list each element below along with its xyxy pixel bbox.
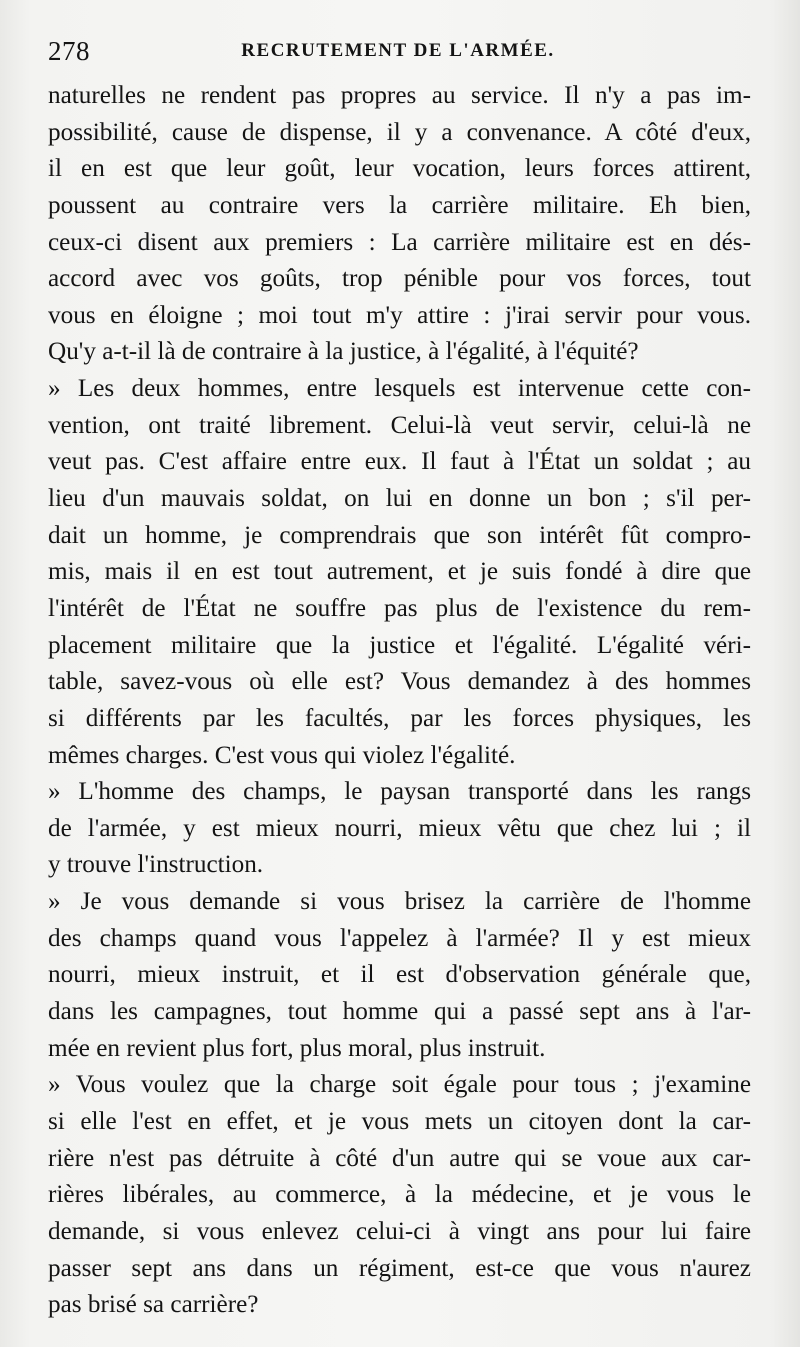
body-text (48, 78, 751, 1324)
text-line: y trouve l'instruction. (48, 851, 264, 879)
text-line: accord avec vos goûts, trop pénible pour vos forces, tout (48, 265, 751, 293)
text-line: veut pas. C'est affaire entre eux. Il faut à l'État un soldat ; au (48, 448, 751, 476)
running-title: RECRUTEMENT DE L'ARMÉE. (241, 40, 555, 61)
text-line: de l'armée, y est mieux nourri, mieux vêtu que chez lui ; il (48, 814, 751, 842)
text-line: possibilité, cause de dispense, il y a convenance. A côté d'eux, (48, 118, 751, 146)
text-line: mêmes charges. C'est vous qui violez l'égalité. (48, 741, 516, 769)
text-line: si différents par les facultés, par les forces physiques, les (48, 704, 751, 732)
text-line: il en est que leur goût, leur vocation, leurs forces attirent, (48, 155, 751, 183)
text-line: mis, mais il en est tout autrement, et je suis fondé à dire que (48, 558, 751, 586)
text-line: table, savez-vous où elle est? Vous demandez à des hommes (48, 668, 751, 696)
text-line: » Je vous demande si vous brisez la carrière de l'homme (48, 888, 751, 916)
text-line: passer sept ans dans un régiment, est-ce que vous n'aurez (48, 1254, 751, 1282)
text-line: dans les campagnes, tout homme qui a passé sept ans à l'ar- (48, 998, 751, 1026)
text-line: » L'homme des champs, le paysan transporté dans les rangs (48, 778, 751, 806)
page-header (48, 36, 748, 76)
text-line: mée en revient plus fort, plus moral, plus instruit. (48, 1034, 546, 1062)
text-line: pas brisé sa carrière? (48, 1291, 259, 1319)
text-line: dait un homme, je comprendrais que son intérêt fût compro- (48, 521, 751, 549)
text-line: placement militaire que la justice et l'égalité. L'égalité véri- (48, 631, 751, 659)
text-line: rières libérales, au commerce, à la médecine, et je vous le (48, 1181, 751, 1209)
text-line: poussent au contraire vers la carrière militaire. Eh bien, (48, 191, 751, 219)
page-number: 278 (48, 36, 90, 66)
text-line: lieu d'un mauvais soldat, on lui en donne un bon ; s'il per- (48, 485, 751, 513)
text-line: si elle l'est en effet, et je vous mets un citoyen dont la car- (48, 1107, 751, 1135)
text-line: des champs quand vous l'appelez à l'armée? Il y est mieux (48, 924, 751, 952)
text-line: » Vous voulez que la charge soit égale pour tous ; j'examine (48, 1071, 751, 1099)
text-line: nourri, mieux instruit, et il est d'observation générale que, (48, 961, 751, 989)
text-line: rière n'est pas détruite à côté d'un autre qui se voue aux car- (48, 1144, 751, 1172)
text-line: l'intérêt de l'État ne souffre pas plus de l'existence du rem- (48, 594, 751, 622)
text-line: naturelles ne rendent pas propres au service. Il n'y a pas im- (48, 82, 751, 109)
text-line: vention, ont traité librement. Celui-là veut servir, celui-là ne (48, 411, 751, 439)
text-line: » Les deux hommes, entre lesquels est intervenue cette con- (48, 375, 751, 403)
text-line: vous en éloigne ; moi tout m'y attire : j'irai servir pour vous. (48, 301, 751, 329)
text-line: demande, si vous enlevez celui-ci à vingt ans pour lui faire (48, 1217, 751, 1245)
text-line: ceux-ci disent aux premiers : La carrière militaire est en dés- (48, 228, 751, 256)
text-line: Qu'y a-t-il là de contraire à la justice, à l'égalité, à l'équité? (48, 338, 639, 366)
